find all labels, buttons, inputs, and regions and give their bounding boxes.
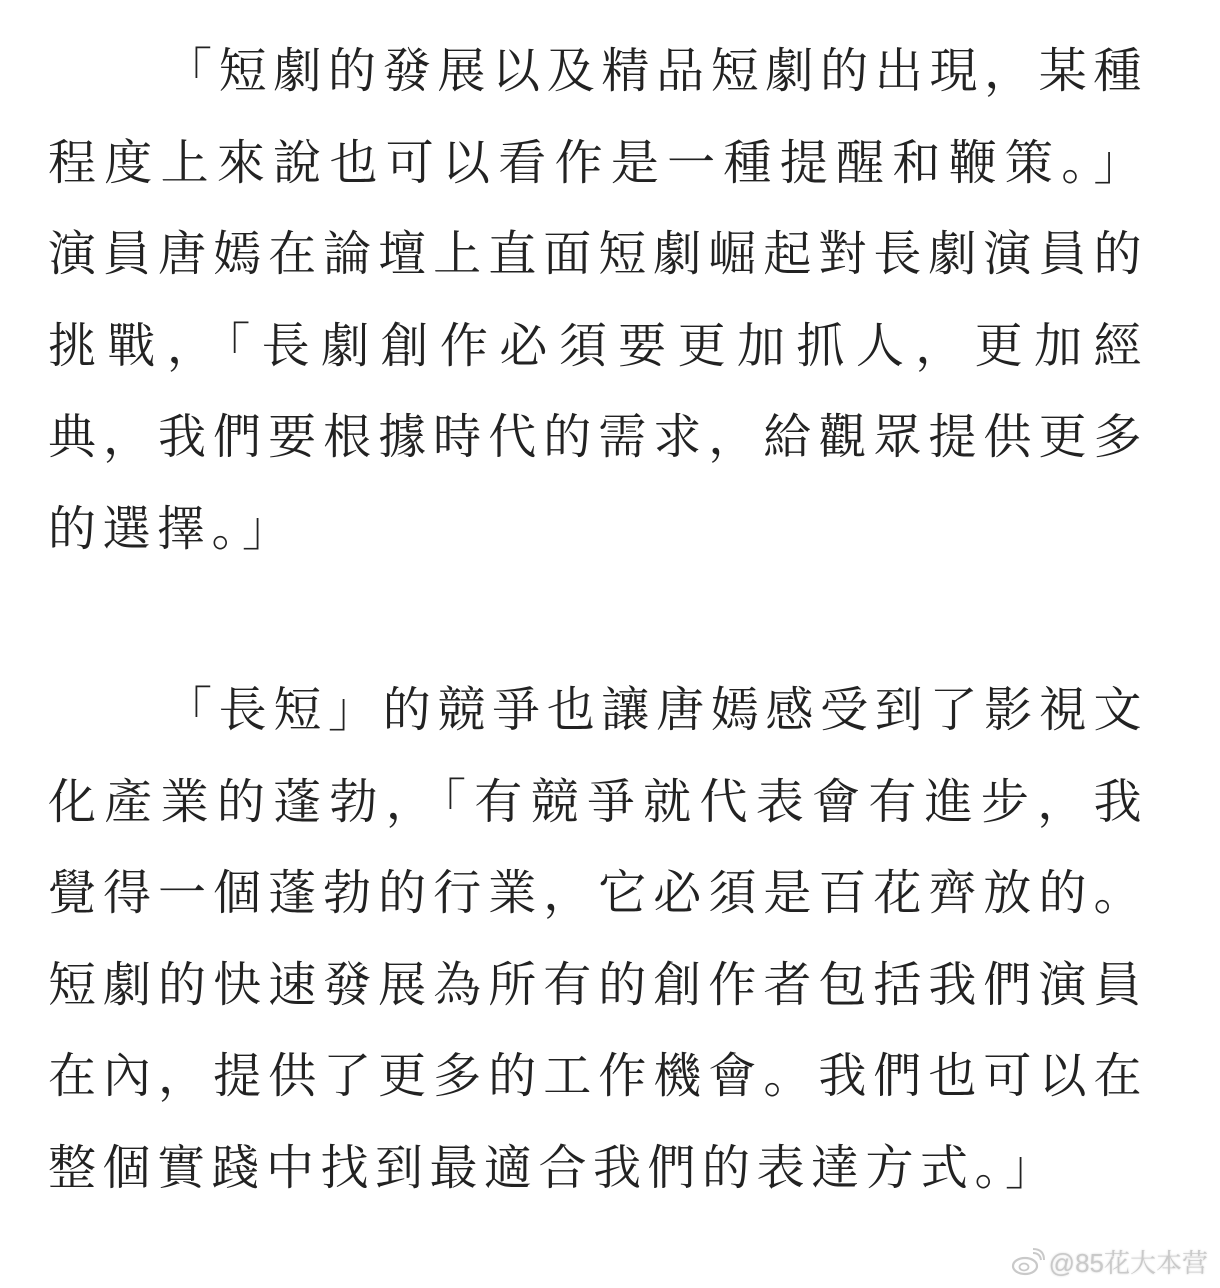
- paragraph-1: 「短劇的發展以及精品短劇的出現，某種程度上來說也可以看作是一種提醒和鞭策。」演員唐嫣在論壇上直面短劇崛起對長劇演員的挑戰，「長劇創作必須要更加抓人，更加經典，我們要根據時代的需求，給觀眾提供更多的選擇。」: [48, 43, 1148, 557]
- weibo-logo-icon: [1011, 1247, 1045, 1277]
- article-body: [48, 26, 1148, 1214]
- watermark: [1011, 1243, 1208, 1280]
- paragraph-2: 「長短」的競爭也讓唐嫣感受到了影視文化產業的蓬勃，「有競爭就代表會有進步，我覺得一個蓬勃的行業，它必須是百花齊放的。短劇的快速發展為所有的創作者包括我們演員在內，提供了更多的工作機會。我們也可以在整個實踐中找到最適合我們的表達方式。」: [48, 682, 1148, 1196]
- watermark-text: @85花大本营: [1048, 1248, 1208, 1278]
